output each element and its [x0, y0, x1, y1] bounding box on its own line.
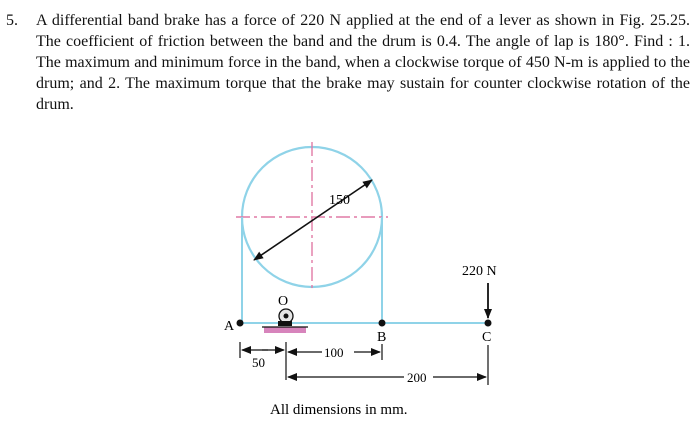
pivot-hatch — [264, 327, 306, 333]
pivot-support — [262, 309, 308, 333]
point-a-label: A — [224, 319, 235, 334]
problem-number: 5. — [6, 12, 18, 29]
point-c-dot — [485, 320, 492, 327]
dimension-50-label: 50 — [252, 355, 265, 370]
force-label: 220 N — [462, 264, 497, 279]
dimension-50 — [240, 342, 286, 380]
radius-label: 150 — [329, 193, 350, 208]
point-b-dot — [379, 320, 386, 327]
dimension-100 — [288, 344, 382, 360]
dimension-200-label: 200 — [407, 370, 427, 385]
radius-arrow — [254, 180, 372, 260]
point-a-dot — [237, 320, 244, 327]
dimension-200 — [288, 345, 488, 385]
point-b-label: B — [377, 330, 387, 345]
figure-caption: All dimensions in mm. — [270, 402, 408, 418]
problem-text: A differential band brake has a force of 220 N applied at the end of a lever as shown in Fig. 25.25. The coefficient of friction between the band and the drum is 0.4. The angle of lap is 180°. Find : 1. The maximum and minimum force in the band, when a clockwise torque of 450 N-m is applied to the drum; and 2. The maximum torque that the brake may sustain for counter clockwise rotation of the drum. — [36, 12, 690, 113]
point-c-label: C — [482, 330, 492, 345]
pivot-label: O — [278, 294, 289, 309]
dimension-100-label: 100 — [324, 345, 344, 360]
